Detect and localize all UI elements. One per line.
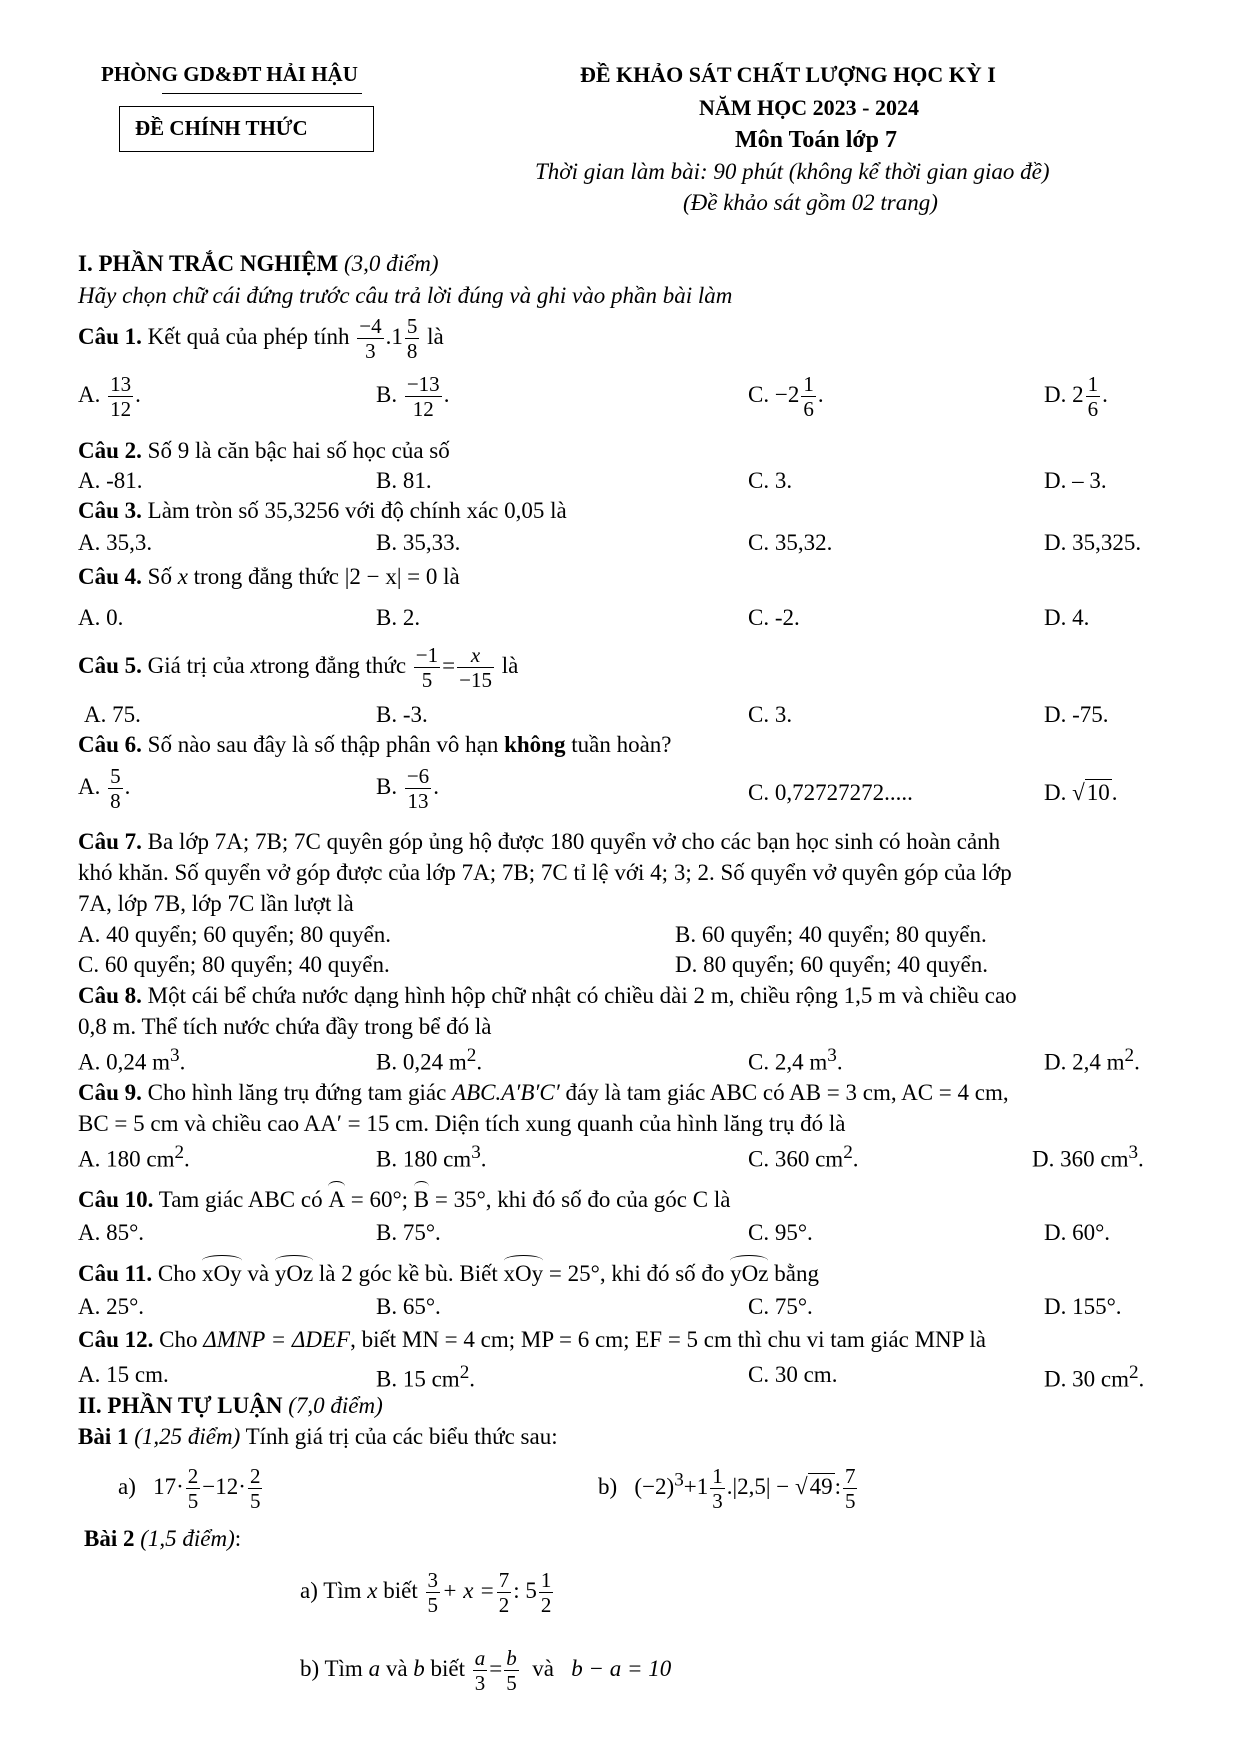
angle-a: A xyxy=(328,1181,345,1213)
q11-option-b: B. 65°. xyxy=(376,1294,441,1319)
q5-option-b: B. -3. xyxy=(376,702,428,727)
q10-option-b: B. 75°. xyxy=(376,1220,441,1245)
question-6: Câu 6. Số nào sau đây là số thập phân vô hạn không tuần hoàn? xyxy=(78,732,672,757)
question-12: Câu 12. Cho ΔMNP = ΔDEF, biết MN = 4 cm; MP = 6 cm; EF = 5 cm thì chu vi tam giác MNP là xyxy=(78,1327,986,1352)
question-7: Câu 7. Ba lớp 7A; 7B; 7C quyên góp ủng hộ được 180 quyển vở cho các bạn học sinh có hoàn cảnh xyxy=(78,829,1001,854)
q12-option-d: D. 30 $cm^2$. xyxy=(1044,1362,1145,1392)
question-5: Câu 5. Giá trị của xtrong đẳng thức $\frac{-1}{5}$ = $\frac{x}{-15}$ là xyxy=(78,643,519,693)
q1-option-c: C. −2 $\frac{1}{6}$ . xyxy=(748,372,824,422)
official-label: ĐỀ CHÍNH THỨC xyxy=(135,116,308,140)
q10-option-d: D. 60°. xyxy=(1044,1220,1111,1245)
question-3: Câu 3. Làm tròn số 35,3256 với độ chính xác 0,05 là xyxy=(78,498,567,523)
q12-option-b: B. 15 $cm^2$. xyxy=(376,1362,476,1392)
q7-option-d: D. 80 quyển; 60 quyển; 40 quyển. xyxy=(675,952,989,977)
part1-instruction: Hãy chọn chữ cái đứng trước câu trả lời đúng và ghi vào phần bài làm xyxy=(78,283,733,308)
question-4: Câu 4. Số x trong đẳng thức |2 − x| = 0 là xyxy=(78,564,460,589)
q7-option-b: B. 60 quyển; 40 quyển; 80 quyển. xyxy=(675,922,987,947)
q12-option-c: C. 30 cm. xyxy=(748,1362,838,1387)
bai2-a: a) Tìm x biết $\frac{3}{5}$ + x = $\frac{7}{2}$ : 5 $\frac{1}{2}$ xyxy=(300,1568,552,1618)
q2-option-d: D. – 3. xyxy=(1044,468,1107,493)
q4-option-a: A. 0. xyxy=(78,605,124,630)
question-9: Câu 9. Cho hình lăng trụ đứng tam giác ABC.A′B′C′ đáy là tam giác ABC có AB = 3 cm, AC = 4 cm, xyxy=(78,1080,1009,1105)
q3-option-b: B. 35,33. xyxy=(376,530,461,555)
q6-option-a: A. $\frac{5}{8}$ . xyxy=(78,764,131,814)
q3-option-d: D. 35,325. xyxy=(1044,530,1142,555)
q2-option-c: C. 3. xyxy=(748,468,793,493)
q4-option-b: B. 2. xyxy=(376,605,421,630)
subject-title: Môn Toán lớp 7 xyxy=(735,127,898,153)
q9-option-c: C. 360 $cm^2$. xyxy=(748,1142,859,1172)
q1-tail: là xyxy=(427,323,444,349)
page-count: (Đề khảo sát gồm 02 trang) xyxy=(683,190,938,215)
q1-option-a: A. $\frac{13}{12}$ . xyxy=(78,372,141,422)
q10-option-a: A. 85°. xyxy=(78,1220,145,1245)
q5-option-d: D. -75. xyxy=(1044,702,1109,727)
school-year: NĂM HỌC 2023 - 2024 xyxy=(699,95,919,120)
q1-text: Kết quả của phép tính xyxy=(147,323,350,349)
question-2: Câu 2. Số 9 là căn bậc hai số học của số xyxy=(78,438,450,463)
q8-option-c: C. 2,4 $m^3$. xyxy=(748,1045,843,1075)
q12-option-a: A. 15 cm. xyxy=(78,1362,169,1387)
time-allowed: Thời gian làm bài: 90 phút (không kể thời gian giao đề) xyxy=(535,159,1050,184)
q8-line2: 0,8 m. Thể tích nước chứa đầy trong bể đó là xyxy=(78,1014,492,1039)
q1-mid: .1 xyxy=(385,323,403,349)
q2-option-b: B. 81. xyxy=(376,468,432,493)
q7-option-a: A. 40 quyển; 60 quyển; 80 quyển. xyxy=(78,922,392,947)
q5-option-c: C. 3. xyxy=(748,702,793,727)
q5-option-a: A. 75. xyxy=(84,702,141,727)
department-name: PHÒNG GD&ĐT HẢI HẬU xyxy=(101,62,358,86)
header-underline xyxy=(162,93,362,94)
question-8: Câu 8. Một cái bể chứa nước dạng hình hộp chữ nhật có chiều dài 2 m, chiều rộng 1,5 m và chiều cao xyxy=(78,983,1017,1008)
q6-option-d: D. √10. xyxy=(1044,780,1118,805)
q7-option-c: C. 60 quyển; 80 quyển; 40 quyển. xyxy=(78,952,390,977)
question-11: Câu 11. Cho xOy và yOz là 2 góc kề bù. Biết xOy = 25°, khi đó số đo yOz bằng xyxy=(78,1255,819,1287)
q1-frac1: $\frac{-4}{3}$ xyxy=(359,314,382,364)
q11-option-c: C. 75°. xyxy=(748,1294,813,1319)
q9-option-b: B. 180 $cm^3$. xyxy=(376,1142,487,1172)
question-10: Câu 10. Tam giác ABC có A = 60°; B = 35°, khi đó số đo của góc C là xyxy=(78,1181,730,1213)
q1-label: Câu 1. xyxy=(78,323,142,349)
part1-points: (3,0 điểm) xyxy=(344,251,439,276)
q6-option-c: C. 0,72727272..... xyxy=(748,780,913,805)
q10-option-c: C. 95°. xyxy=(748,1220,813,1245)
q8-option-b: B. 0,24 $m^2$. xyxy=(376,1045,483,1075)
angle-b: B xyxy=(414,1181,429,1213)
q9-option-a: A. 180 $cm^2$. xyxy=(78,1142,190,1172)
q11-option-d: D. 155°. xyxy=(1044,1294,1122,1319)
q4-option-d: D. 4. xyxy=(1044,605,1090,630)
q7-line3: 7A, lớp 7B, lớp 7C lần lượt là xyxy=(78,891,354,916)
q9-line2: BC = 5 cm và chiều cao AA′ = 15 cm. Diện tích xung quanh của hình lăng trụ đó là xyxy=(78,1111,846,1136)
part2-heading: II. PHẦN TỰ LUẬN (7,0 điểm) xyxy=(78,1393,383,1418)
part1-heading xyxy=(78,251,439,277)
q6-option-b: B. $\frac{-6}{13}$ . xyxy=(376,764,439,814)
q8-option-d: D. 2,4 $m^2$. xyxy=(1044,1045,1140,1075)
bai1-a: a) 17· $\frac{2}{5}$ −12· $\frac{2}{5}$ xyxy=(118,1464,261,1514)
exam-title: ĐỀ KHẢO SÁT CHẤT LƯỢNG HỌC KỲ I xyxy=(580,62,996,87)
bai2-b: b) Tìm a và b biết $\frac{a}{3}$ = $\frac{b}{5}$ và b − a = 10 xyxy=(300,1646,672,1696)
q9-option-d: D. 360 $cm^3$. xyxy=(1032,1142,1144,1172)
q7-line2: khó khăn. Số quyển vở góp được của lớp 7A; 7B; 7C tỉ lệ với 4; 3; 2. Số quyển vở quyên góp của lớp xyxy=(78,860,1012,885)
question-1 xyxy=(78,314,444,363)
bai1-b: b) $(-2)^3+1$ $\frac{1}{3}$ .|2,5| − √49: $\frac{7}{5}$ xyxy=(598,1464,856,1514)
q1-option-b: B. $\frac{-13}{12}$ . xyxy=(376,372,450,422)
q3-option-a: A. 35,3. xyxy=(78,530,153,555)
q2-option-a: A. -81. xyxy=(78,468,143,493)
q11-option-a: A. 25°. xyxy=(78,1294,145,1319)
q1-option-d: D. 2 $\frac{1}{6}$ . xyxy=(1044,372,1108,422)
q4-expression: |2 − x| = 0 xyxy=(344,564,438,589)
q8-option-a: A. 0,24 $m^3$. xyxy=(78,1045,186,1075)
bai2-heading: Bài 2 (1,5 điểm): xyxy=(84,1526,242,1551)
q1-frac2: $\frac{5}{8}$ xyxy=(406,314,418,364)
q4-option-c: C. -2. xyxy=(748,605,800,630)
q3-option-c: C. 35,32. xyxy=(748,530,833,555)
q9-prism: ABC.A′B′C′ xyxy=(452,1080,560,1105)
bai1-heading: Bài 1 (1,25 điểm) Tính giá trị của các biểu thức sau: xyxy=(78,1424,558,1449)
part1-title: I. PHẦN TRẮC NGHIỆM xyxy=(78,251,339,276)
